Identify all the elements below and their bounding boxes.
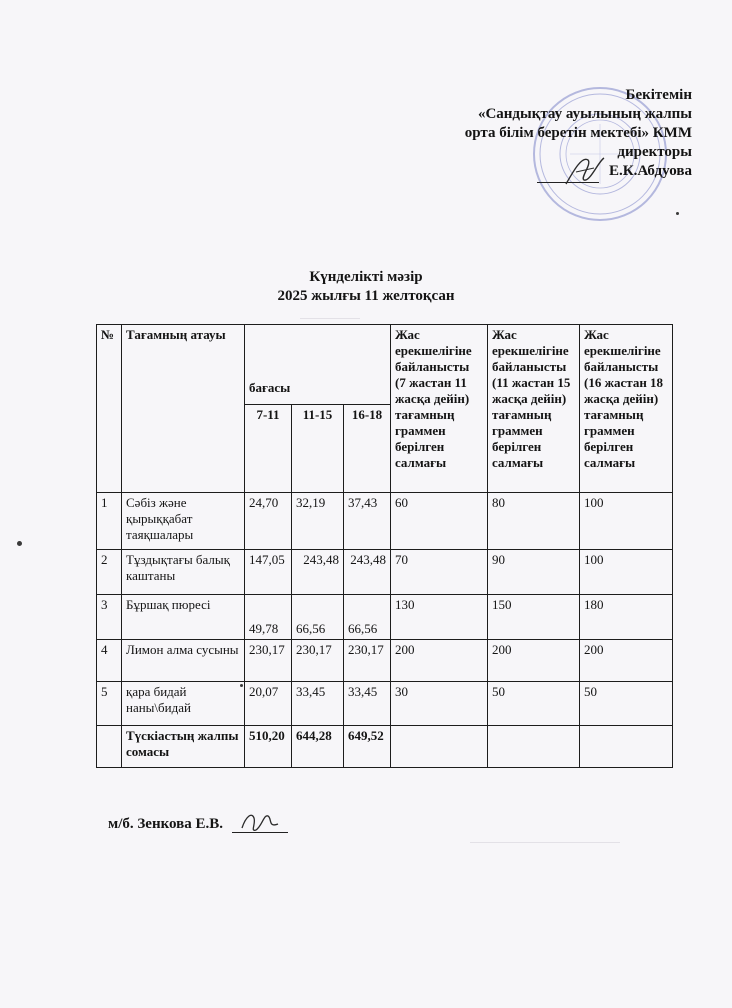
total-price-16-18: 649,52 (344, 726, 391, 768)
nurse-signature-icon (238, 806, 282, 836)
approval-school-line-1: «Сандықтау ауылының жалпы (477, 106, 692, 122)
row-price-11-15: 66,56 (292, 595, 344, 640)
row-price-11-15: 33,45 (292, 682, 344, 726)
header-number: № (97, 325, 122, 493)
row-price-7-11: 49,78 (245, 595, 292, 640)
total-weight-7-11 (391, 726, 488, 768)
reverse-side-bleed-line (470, 842, 620, 843)
nurse-signature-label: м/б. Зенкова Е.В. (108, 816, 224, 832)
approval-block (392, 86, 692, 181)
row-weight-16-18: 100 (580, 493, 673, 550)
scan-speck (676, 212, 679, 215)
row-weight-11-15: 150 (488, 595, 580, 640)
row-number: 2 (97, 550, 122, 595)
reverse-side-bleed (88, 72, 238, 192)
total-price-11-15: 644,28 (292, 726, 344, 768)
approval-director-name: Е.К.Абдуова (608, 163, 692, 179)
total-weight-11-15 (488, 726, 580, 768)
director-signature-icon (560, 150, 610, 190)
table-row (97, 640, 673, 682)
row-number: 3 (97, 595, 122, 640)
table-header-row (97, 325, 673, 405)
row-price-7-11: 20,07 (245, 682, 292, 726)
row-dish-name: қара бидай наны\бидай (122, 682, 245, 726)
total-number (97, 726, 122, 768)
scan-speck (240, 684, 243, 687)
table-row (97, 493, 673, 550)
row-price-11-15: 243,48 (292, 550, 344, 595)
row-weight-7-11: 30 (391, 682, 488, 726)
row-dish-name: Сәбіз және қырыққабат таяқшалары (122, 493, 245, 550)
row-weight-11-15: 50 (488, 682, 580, 726)
header-age-16-18: 16-18 (344, 405, 391, 493)
approval-heading: Бекітемін (625, 87, 692, 103)
row-dish-name: Бұршақ пюресі (122, 595, 245, 640)
row-dish-name: Лимон алма сусыны (122, 640, 245, 682)
row-price-11-15: 32,19 (292, 493, 344, 550)
row-number: 5 (97, 682, 122, 726)
row-price-16-18: 230,17 (344, 640, 391, 682)
header-price: бағасы (245, 325, 391, 405)
row-weight-7-11: 200 (391, 640, 488, 682)
approval-school-line-2: орта білім беретін мектебі» КММ (464, 125, 692, 141)
table-row (97, 550, 673, 595)
row-price-7-11: 147,05 (245, 550, 292, 595)
row-weight-11-15: 90 (488, 550, 580, 595)
row-price-16-18: 37,43 (344, 493, 391, 550)
row-weight-11-15: 80 (488, 493, 580, 550)
menu-date: 2025 жылғы 11 желтоқсан (277, 288, 455, 304)
row-price-16-18: 66,56 (344, 595, 391, 640)
header-age-11-15: 11-15 (292, 405, 344, 493)
row-price-7-11: 230,17 (245, 640, 292, 682)
row-weight-16-18: 200 (580, 640, 673, 682)
row-price-16-18: 33,45 (344, 682, 391, 726)
total-price-7-11: 510,20 (245, 726, 292, 768)
header-dish-name: Тағамның атауы (122, 325, 245, 493)
header-weight-11-15: Жас ерекшелігіне байланысты (11 жастан 15 жасқа дейін) тағамның граммен берілген салмағы (488, 325, 580, 493)
header-age-7-11: 7-11 (245, 405, 292, 493)
header-weight-7-11: Жас ерекшелігіне байланысты (7 жастан 11 жасқа дейін) тағамның граммен берілген салмағы (391, 325, 488, 493)
row-price-16-18: 243,48 (344, 550, 391, 595)
header-weight-16-18: Жас ерекшелігіне байланысты (16 жастан 18 жасқа дейін) тағамның граммен берілген салмағы (580, 325, 673, 493)
row-weight-11-15: 200 (488, 640, 580, 682)
table-total-row (97, 726, 673, 768)
table-row (97, 595, 673, 640)
reverse-side-bleed-line (300, 318, 360, 319)
table-row (97, 682, 673, 726)
total-label: Түскіастың жалпы сомасы (122, 726, 245, 768)
row-dish-name: Тұздықтағы балық каштаны (122, 550, 245, 595)
row-price-11-15: 230,17 (292, 640, 344, 682)
scan-speck (17, 541, 22, 546)
row-number: 1 (97, 493, 122, 550)
row-weight-7-11: 70 (391, 550, 488, 595)
row-weight-16-18: 50 (580, 682, 673, 726)
total-weight-16-18 (580, 726, 673, 768)
row-price-7-11: 24,70 (245, 493, 292, 550)
row-number: 4 (97, 640, 122, 682)
row-weight-7-11: 130 (391, 595, 488, 640)
row-weight-16-18: 180 (580, 595, 673, 640)
approval-position: директоры (617, 144, 692, 160)
menu-title: Күнделікті мәзір (309, 269, 423, 285)
row-weight-7-11: 60 (391, 493, 488, 550)
menu-table (96, 324, 673, 768)
row-weight-16-18: 100 (580, 550, 673, 595)
